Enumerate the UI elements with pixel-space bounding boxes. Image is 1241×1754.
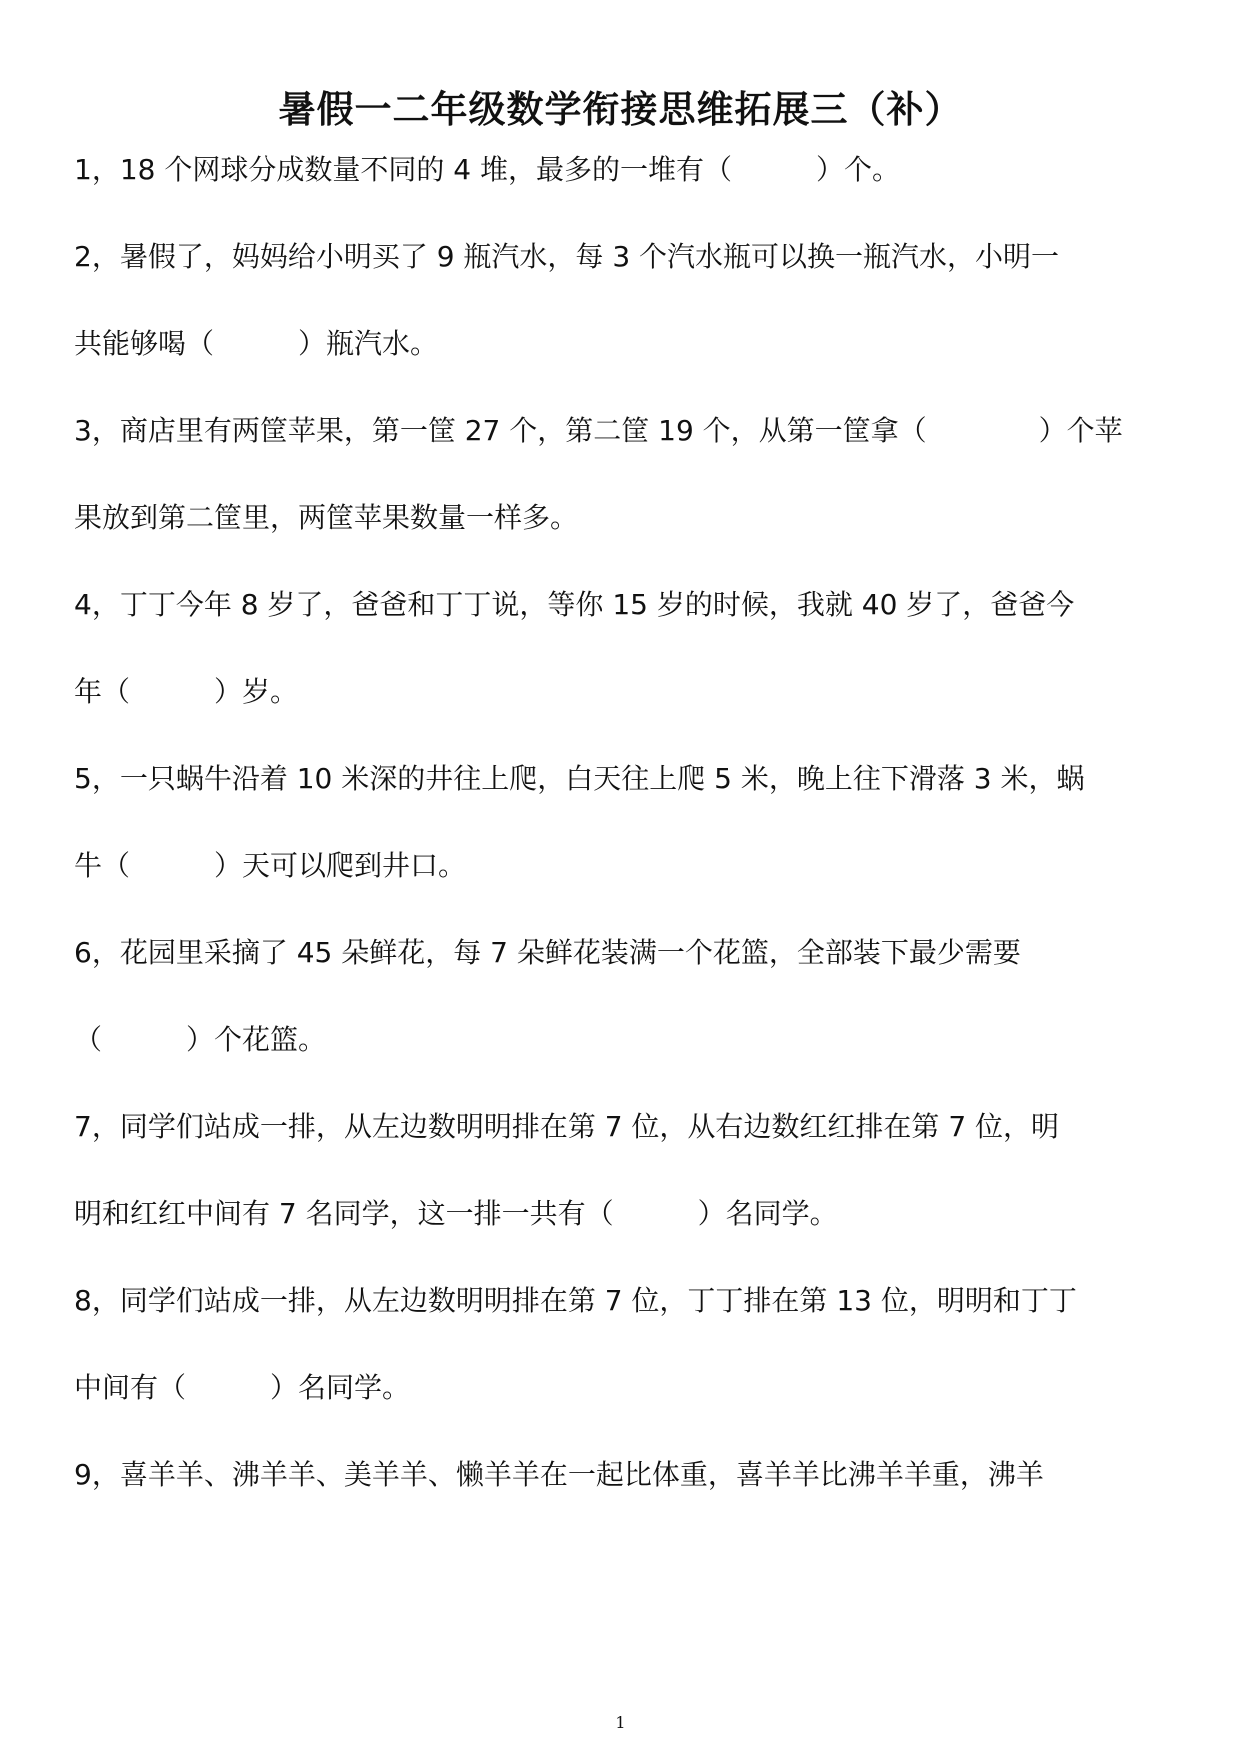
question-4-line-1: 4，丁丁今年 8 岁了，爸爸和丁丁说，等你 15 岁的时候，我就 40 岁了，爸爸今 — [74, 588, 1075, 621]
question-9-line-1: 9，喜羊羊、沸羊羊、美羊羊、懒羊羊在一起比体重，喜羊羊比沸羊羊重，沸羊 — [74, 1458, 1044, 1491]
question-7-line-1: 7，同学们站成一排，从左边数明明排在第 7 位，从右边数红红排在第 7 位，明 — [74, 1110, 1060, 1143]
question-3-line-1: 3，商店里有两筐苹果，第一筐 27 个，第二筐 19 个，从第一筐拿（ ）个苹 — [74, 414, 1123, 447]
question-2-line-1: 2，暑假了，妈妈给小明买了 9 瓶汽水，每 3 个汽水瓶可以换一瓶汽水，小明一 — [74, 240, 1060, 273]
question-5-line-1: 5，一只蜗牛沿着 10 米深的井往上爬，白天往上爬 5 米，晚上往下滑落 3 米，蜗 — [74, 762, 1085, 795]
question-5-line-2: 牛（ ）天可以爬到井口。 — [74, 849, 467, 882]
question-8-line-2: 中间有（ ）名同学。 — [74, 1371, 411, 1404]
question-7-line-2: 明和红红中间有 7 名同学，这一排一共有（ ）名同学。 — [74, 1197, 838, 1230]
page-title: 暑假一二年级数学衔接思维拓展三（补） — [278, 88, 963, 131]
question-1-line-1: 1，18 个网球分成数量不同的 4 堆，最多的一堆有（ ）个。 — [74, 153, 900, 186]
page-number: 1 — [615, 1713, 626, 1732]
question-8-line-1: 8，同学们站成一排，从左边数明明排在第 7 位，丁丁排在第 13 位，明明和丁丁 — [74, 1284, 1077, 1317]
question-4-line-2: 年（ ）岁。 — [74, 675, 299, 708]
question-6-line-2: （ ）个花篮。 — [74, 1023, 327, 1056]
question-3-line-2: 果放到第二筐里，两筐苹果数量一样多。 — [74, 501, 579, 534]
question-6-line-1: 6，花园里采摘了 45 朵鲜花，每 7 朵鲜花装满一个花篮，全部装下最少需要 — [74, 936, 1021, 969]
question-2-line-2: 共能够喝（ ）瓶汽水。 — [74, 327, 439, 360]
